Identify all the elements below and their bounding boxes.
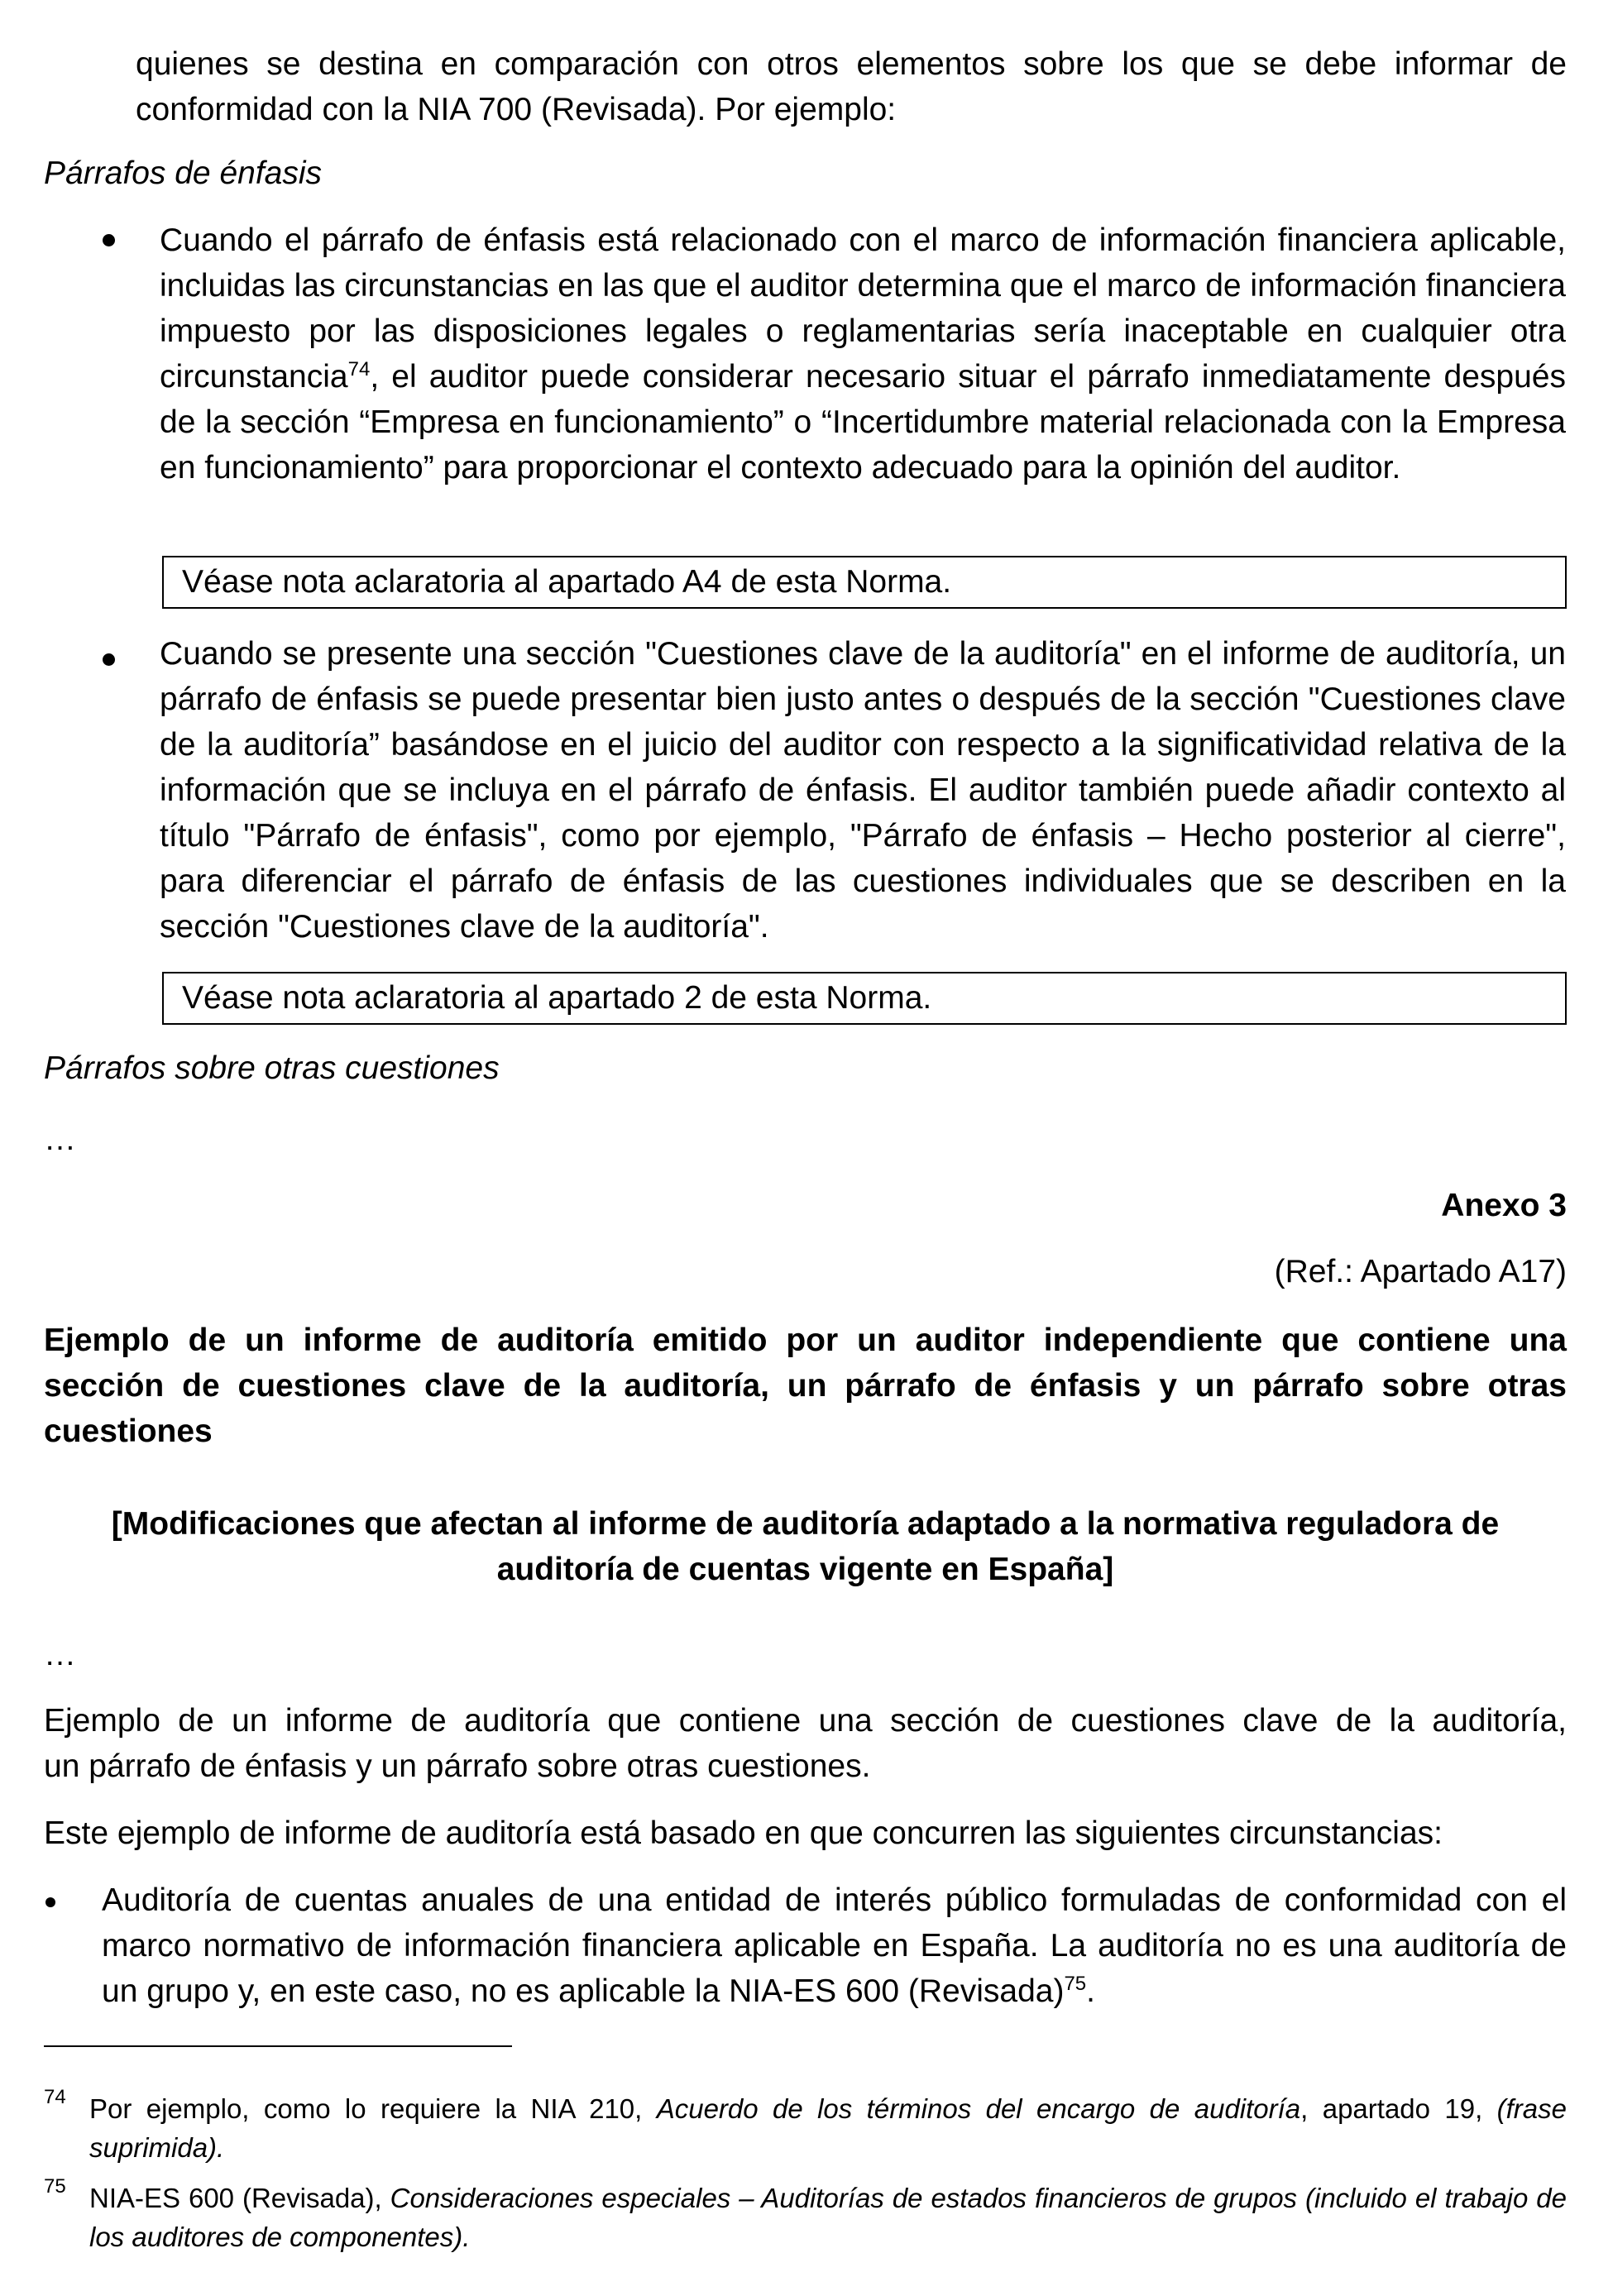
- ellipsis-2: …: [44, 1637, 76, 1672]
- bullet-2-dot: [103, 653, 115, 666]
- bullet-3-text-main: Auditoría de cuentas anuales de una entidad de interés público formuladas de conformidad con el marco normativo de información financiera aplicable en España. La auditoría no es una auditoría de un grupo y, en este caso, no es aplicable la NIA-ES 600 (Revisada): [102, 1882, 1567, 2009]
- modifications-line-2: auditoría de cuentas vigente en España]: [496, 1552, 1114, 1587]
- bullet-1-text: [160, 218, 1566, 490]
- footnote-75-number: 75: [44, 2175, 66, 2198]
- annex-heading: [44, 1318, 1567, 1454]
- bullet-3-dot: [45, 1897, 55, 1907]
- footnote-74: [89, 2089, 1567, 2167]
- footnote-ref-75[interactable]: 75: [1064, 1973, 1087, 1995]
- modifications-line-1: [Modificaciones que afectan al informe de auditoría adaptado a la normativa reguladora de: [111, 1506, 1500, 1542]
- footnote-75-title: Consideraciones especiales – Auditorías de estados financieros de grupos (incluido el trabajo de los auditores de componentes).: [89, 2183, 1567, 2252]
- footnote-74-suppressed: (frase suprimida).: [89, 2093, 1567, 2163]
- intro-line-2: conformidad con la NIA 700 (Revisada). Por ejemplo:: [136, 92, 897, 127]
- intro-line-1: quienes se destina en comparación con otros elementos sobre los que se debe informar de: [136, 46, 1567, 82]
- bullet-1-text-before: Cuando el párrafo de énfasis está relacionado con el marco de información financiera aplicable, incluidas las circunstancias en las que el auditor determina que el marco de información financiera impuesto por las disposiciones legales o reglamentarias sería inaceptable en cualquier otra circunstancia: [160, 222, 1566, 395]
- heading-otras-cuestiones: Párrafos sobre otras cuestiones: [44, 1050, 500, 1086]
- bullet-1-text-after: , el auditor puede considerar necesario situar el párrafo inmediatamente después de la sección “Empresa en funcionamiento” o “Incertidumbre material relacionada con la Empresa en funcionamiento” para proporcionar el contexto adecuado para la opinión del auditor.: [160, 359, 1566, 486]
- annex-reference: (Ref.: Apartado A17): [1274, 1254, 1567, 1289]
- intro-paragraph: [136, 41, 1567, 132]
- example-line-1: Ejemplo de un informe de auditoría que contiene una sección de cuestiones clave de la auditoría,: [44, 1703, 1567, 1739]
- heading-enfasis: Párrafos de énfasis: [44, 155, 323, 191]
- note-box-2: Véase nota aclaratoria al apartado 2 de esta Norma.: [162, 972, 1567, 1025]
- footnote-74-pre: Por ejemplo, como lo requiere la NIA 210,: [89, 2093, 657, 2124]
- bullet-3-text: [102, 1877, 1567, 2014]
- footnote-74-mid: , apartado 19,: [1300, 2093, 1497, 2124]
- annex-heading-line-1: Ejemplo de un informe de auditoría emitido por un auditor independiente que contiene una: [44, 1323, 1567, 1358]
- example-line-2: un párrafo de énfasis y un párrafo sobre otras cuestiones.: [44, 1748, 871, 1784]
- footnote-ref-74[interactable]: 74: [347, 358, 371, 380]
- footnote-75-pre: NIA-ES 600 (Revisada),: [89, 2183, 390, 2213]
- annex-title: Anexo 3: [1441, 1188, 1567, 1223]
- modifications-heading: [44, 1501, 1567, 1592]
- footnote-separator: [44, 2045, 512, 2047]
- bullet-2-text: Cuando se presente una sección "Cuestiones clave de la auditoría" en el informe de auditoría, un párrafo de énfasis se puede presentar bien justo antes o después de la sección "Cuestiones clave de la auditoría” basándose en el juicio del auditor con respecto a la significatividad relativa de la información que se incluya en el párrafo de énfasis. El auditor también puede añadir contexto al título "Párrafo de énfasis", como por ejemplo, "Párrafo de énfasis – Hecho posterior al cierre", para diferenciar el párrafo de énfasis de las cuestiones individuales que se describen en la sección "Cuestiones clave de la auditoría".: [160, 636, 1566, 945]
- footnote-74-number: 74: [44, 2086, 66, 2108]
- note-box-a4: Véase nota aclaratoria al apartado A4 de esta Norma.: [162, 556, 1567, 609]
- footnote-74-title: Acuerdo de los términos del encargo de auditoría: [656, 2093, 1301, 2124]
- bullet-3-text-end: .: [1086, 1973, 1095, 2009]
- annex-heading-line-3: cuestiones: [44, 1413, 213, 1449]
- annex-heading-line-2: sección de cuestiones clave de la auditoría, un párrafo de énfasis y un párrafo sobre otras: [44, 1368, 1567, 1404]
- circumstances-intro: Este ejemplo de informe de auditoría está basado en que concurren las siguientes circunstancias:: [44, 1815, 1443, 1851]
- example-paragraph: [44, 1698, 1567, 1789]
- bullet-1-dot: [103, 234, 115, 246]
- ellipsis-1: …: [44, 1122, 76, 1157]
- footnote-75: [89, 2179, 1567, 2256]
